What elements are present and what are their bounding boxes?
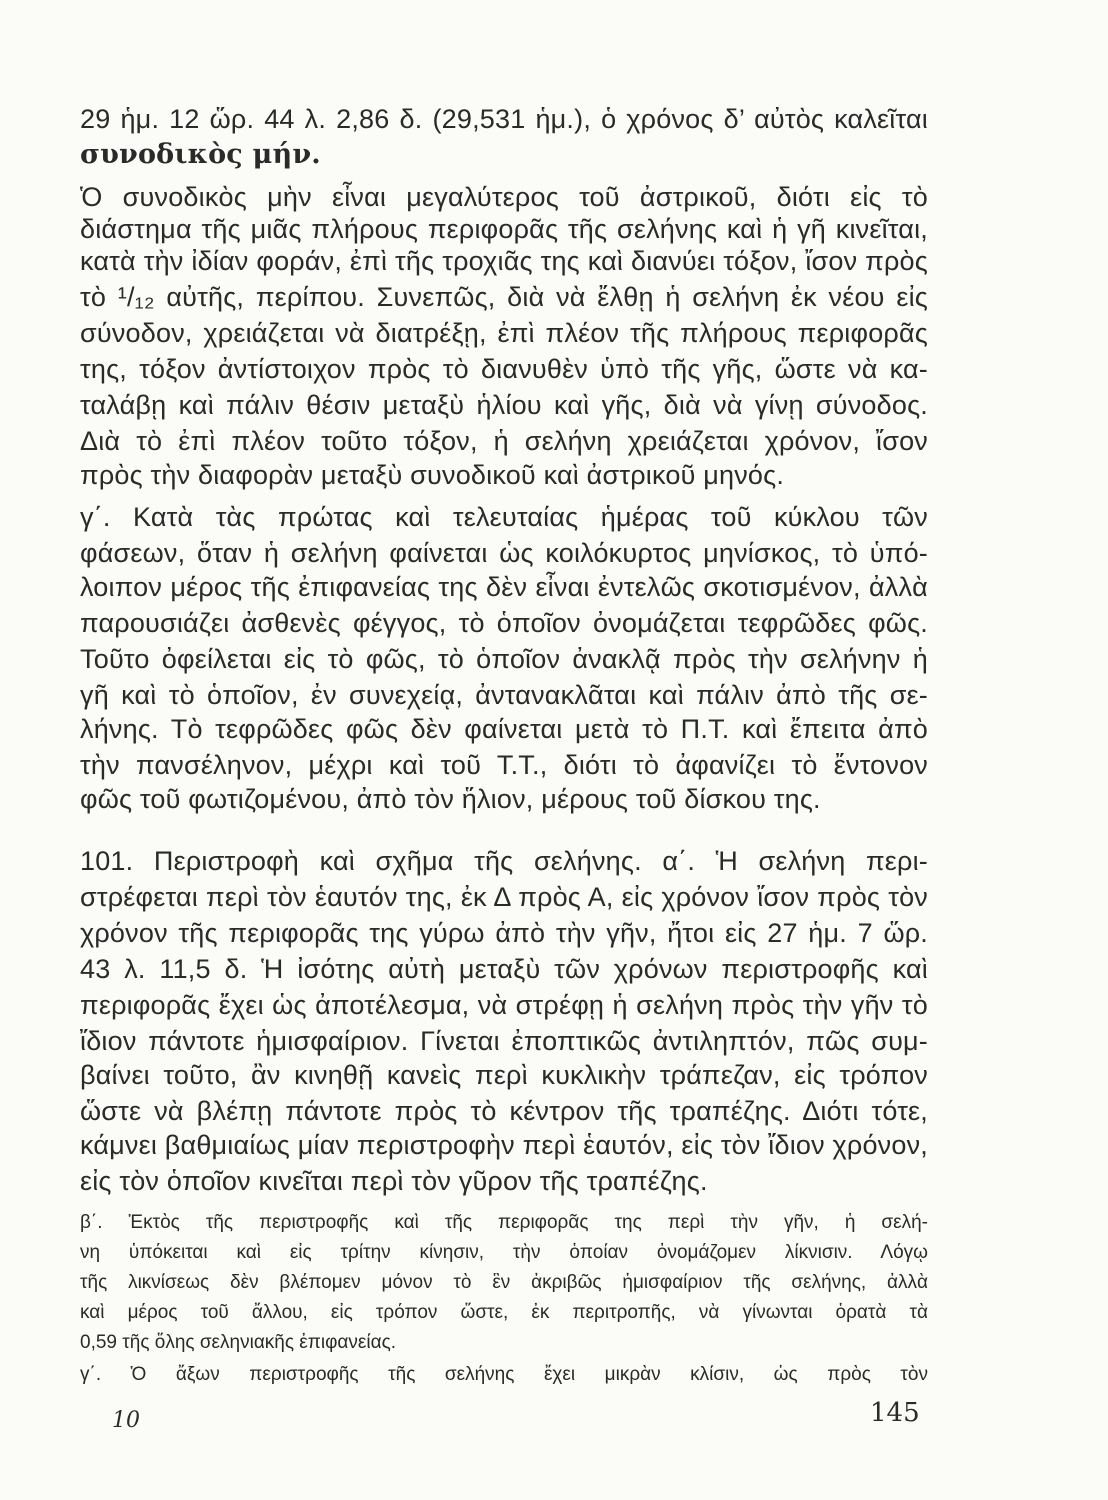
text-line: παρουσιάζει ἀσθενὲς φέγγος, τὸ ὁποῖον ὀνομάζεται τεφρῶδες φῶς. bbox=[80, 608, 928, 638]
small-text-line: τῆς λικνίσεως δὲν βλέπομεν μόνον τὸ ἓν ἀκριβῶς ἡμισφαίριον τῆς σελήνης, ἀλλὰ bbox=[80, 1272, 928, 1293]
small-text-line: 0,59 τῆς ὅλης σεληνιακῆς ἐπιφανείας. bbox=[80, 1332, 397, 1353]
term-heading: συνοδικὸς μήν. bbox=[80, 139, 321, 170]
text-line: κάμνει βαθμιαίως μίαν περιστροφὴν περὶ ἑαυτόν, εἰς τὸν ἴδιον χρόνον, bbox=[80, 1130, 928, 1160]
text-line: Διὰ τὸ ἐπὶ πλέον τοῦτο τόξον, ἡ σελήνη χρειάζεται χρόνον, ἴσον bbox=[80, 426, 928, 456]
text-line: πρὸς τὴν διαφορὰν μεταξὺ συνοδικοῦ καὶ ἀστρικοῦ μηνός. bbox=[80, 460, 785, 490]
section-heading-line: 101. Περιστροφὴ καὶ σχῆμα τῆς σελήνης. α΄. Ἡ σελήνη περι- bbox=[80, 846, 928, 876]
text-line: ταλάβῃ καὶ πάλιν θέσιν μεταξὺ ἡλίου καὶ γῆς, διὰ νὰ γίνῃ σύνοδος. bbox=[80, 390, 928, 420]
text-line: λοιπον μέρος τῆς ἐπιφανείας της δὲν εἶναι ἐντελῶς σκοτισμένον, ἀλλὰ bbox=[80, 572, 928, 602]
text-line: 43 λ. 11,5 δ. Ἡ ἰσότης αὐτὴ μεταξὺ τῶν χρόνων περιστροφῆς καὶ bbox=[80, 954, 928, 984]
text-line: φῶς τοῦ φωτιζομένου, ἀπὸ τὸν ἥλιον, μέρους τοῦ δίσκου της. bbox=[80, 784, 821, 814]
signature-mark: 10 bbox=[112, 1408, 140, 1433]
text-line: λήνης. Τὸ τεφρῶδες φῶς δὲν φαίνεται μετὰ τὸ Π.Τ. καὶ ἔπειτα ἀπὸ bbox=[80, 714, 928, 744]
text-line: 29 ἡμ. 12 ὥρ. 44 λ. 2,86 δ. (29,531 ἡμ.), ὁ χρόνος δ’ αὐτὸς καλεῖται bbox=[80, 104, 928, 134]
page-number: 145 bbox=[870, 1398, 920, 1428]
text-line: διάστημα τῆς μιᾶς πλήρους περιφορᾶς τῆς σελήνης καὶ ἡ γῆ κινεῖται, bbox=[80, 214, 928, 244]
text-line: Τοῦτο ὀφείλεται εἰς τὸ φῶς, τὸ ὁποῖον ἀνακλᾷ πρὸς τὴν σελήνην ἡ bbox=[80, 644, 928, 674]
small-text-line: νη ὑπόκειται καὶ εἰς τρίτην κίνησιν, τὴν ὁποίαν ὀνομάζομεν λίκνισιν. Λόγῳ bbox=[80, 1242, 928, 1263]
small-text-line: γ΄. Ὁ ἄξων περιστροφῆς τῆς σελήνης ἔχει μικρὰν κλίσιν, ὡς πρὸς τὸν bbox=[80, 1364, 928, 1385]
text-line: ἴδιον πάντοτε ἡμισφαίριον. Γίνεται ἐποπτικῶς ἀντιληπτόν, πῶς συμ- bbox=[80, 1026, 928, 1056]
small-text-line: β΄. Ἐκτὸς τῆς περιστροφῆς καὶ τῆς περιφορᾶς της περὶ τὴν γῆν, ἡ σελή- bbox=[80, 1212, 928, 1233]
text-line: εἰς τὸν ὁποῖον κινεῖται περὶ τὸν γῦρον τῆς τραπέζης. bbox=[80, 1166, 708, 1196]
text-line: στρέφεται περὶ τὸν ἑαυτόν της, ἐκ Δ πρὸς Α, εἰς χρόνον ἴσον πρὸς τὸν bbox=[80, 882, 928, 912]
text-line: φάσεων, ὅταν ἡ σελήνη φαίνεται ὡς κοιλόκυρτος μηνίσκος, τὸ ὑπό- bbox=[80, 538, 928, 568]
text-line: τὸ ¹/₁₂ αὐτῆς, περίπου. Συνεπῶς, διὰ νὰ ἔλθῃ ἡ σελήνη ἐκ νέου εἰς bbox=[80, 282, 928, 312]
text-line: της, τόξον ἀντίστοιχον πρὸς τὸ διανυθὲν ὑπὸ τῆς γῆς, ὥστε νὰ κα- bbox=[80, 354, 928, 384]
text-line: Ὁ συνοδικὸς μὴν εἶναι μεγαλύτερος τοῦ ἀστρικοῦ, διότι εἰς τὸ bbox=[80, 182, 928, 212]
text-line: γ΄. Κατὰ τὰς πρώτας καὶ τελευταίας ἡμέρας τοῦ κύκλου τῶν bbox=[80, 502, 928, 532]
text-line: τὴν πανσέληνον, μέχρι καὶ τοῦ Τ.Τ., διότι τὸ ἀφανίζει τὸ ἔντονον bbox=[80, 750, 928, 780]
text-line: χρόνον τῆς περιφορᾶς της γύρω ἀπὸ τὴν γῆν, ἤτοι εἰς 27 ἡμ. 7 ὥρ. bbox=[80, 918, 928, 948]
small-text-line: καὶ μέρος τοῦ ἄλλου, εἰς τρόπον ὥστε, ἐκ περιτροπῆς, νὰ γίνωνται ὁρατὰ τὰ bbox=[80, 1302, 928, 1323]
text-line: περιφορᾶς ἔχει ὡς ἀποτέλεσμα, νὰ στρέφῃ ἡ σελήνη πρὸς τὴν γῆν τὸ bbox=[80, 990, 928, 1020]
text-line: γῆ καὶ τὸ ὁποῖον, ἐν συνεχείᾳ, ἀντανακλᾶται καὶ πάλιν ἀπὸ τῆς σε- bbox=[80, 680, 928, 710]
text-line: ὥστε νὰ βλέπῃ πάντοτε πρὸς τὸ κέντρον τῆς τραπέζης. Διότι τότε, bbox=[80, 1096, 928, 1126]
text-line: βαίνει τοῦτο, ἂν κινηθῇ κανεὶς περὶ κυκλικὴν τράπεζαν, εἰς τρόπον bbox=[80, 1060, 928, 1090]
text-line: σύνοδον, χρειάζεται νὰ διατρέξῃ, ἐπὶ πλέον τῆς πλήρους περιφορᾶς bbox=[80, 318, 928, 348]
text-line: κατὰ τὴν ἰδίαν φοράν, ἐπὶ τῆς τροχιᾶς της καὶ διανύει τόξον, ἴσον πρὸς bbox=[80, 246, 928, 276]
